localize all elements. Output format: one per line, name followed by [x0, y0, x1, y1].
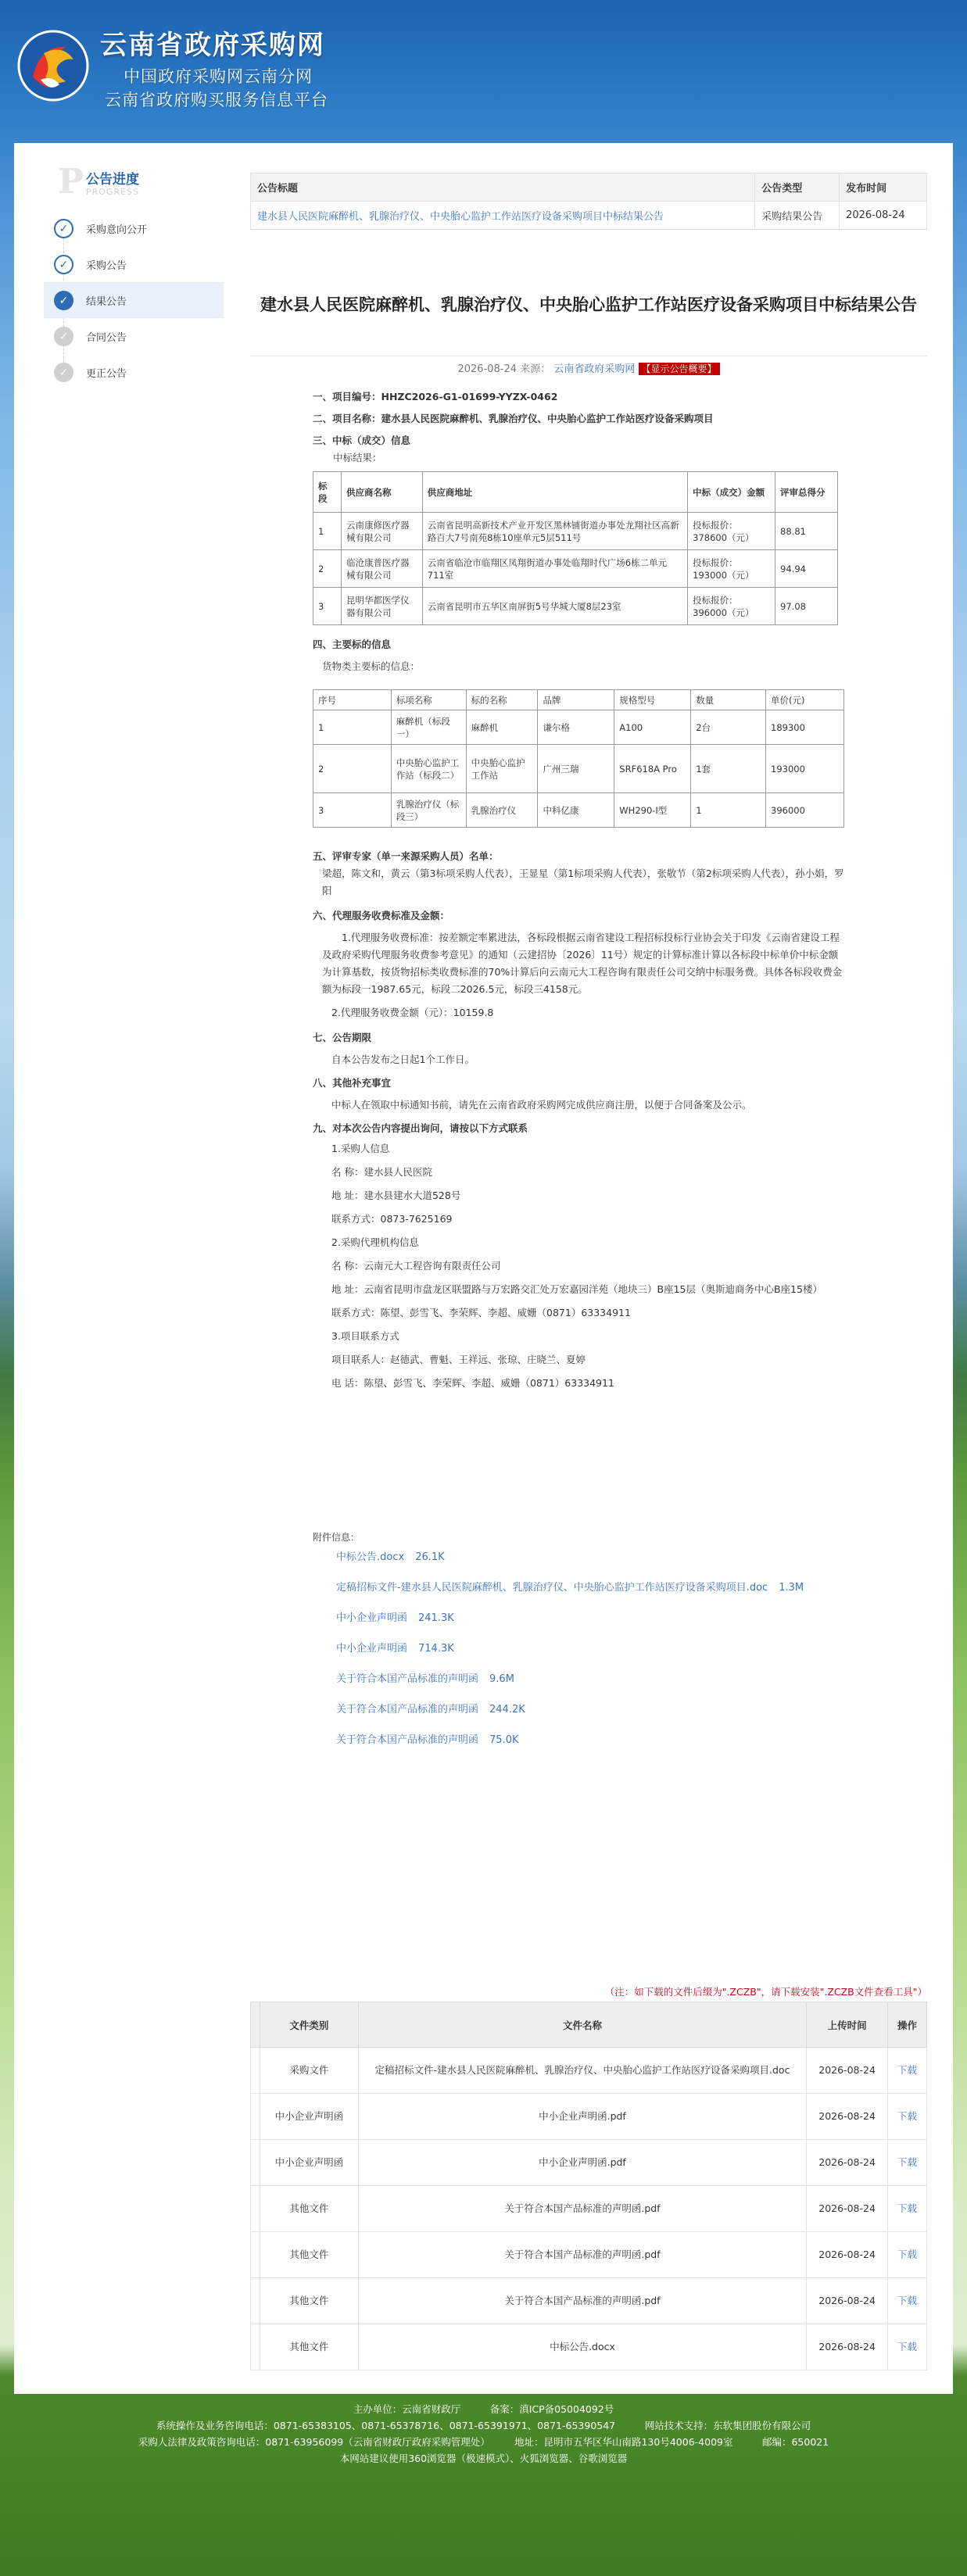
cell-spacer	[251, 2324, 260, 2370]
show-summary-button[interactable]: 【显示公告概要】	[639, 363, 720, 375]
announcement-date: 2026-08-24	[840, 202, 927, 230]
cell: 云南省临沧市临翔区凤翔街道办事处临翔时代广场6栋二单元711室	[422, 550, 687, 588]
step-label: 采购公告	[86, 259, 127, 272]
attachment-size: 714.3K	[418, 1643, 454, 1655]
site-footer	[0, 2398, 967, 2523]
col-header: 中标（成交）金额	[688, 472, 775, 513]
col-header: 供应商地址	[422, 472, 687, 513]
cell: 1	[313, 710, 392, 745]
attachment-name[interactable]: 定稿招标文件-建水县人民医院麻醉机、乳腺治疗仪、中央胎心监护工作站医疗设备采购项目.doc	[336, 1582, 768, 1594]
attachment-link[interactable]	[336, 1672, 804, 1702]
col-header: 数量	[691, 690, 766, 710]
attachment-name[interactable]: 关于符合本国产品标准的声明函	[336, 1734, 479, 1746]
cell: 云南省昆明市五华区南屏街5号华城大厦8层23室	[422, 588, 687, 625]
cell-spacer	[251, 2048, 260, 2094]
attachment-link[interactable]	[336, 1733, 804, 1763]
article-date: 2026-08-24	[457, 363, 518, 375]
step-procurement[interactable]	[44, 246, 224, 282]
col-header-date: 上传时间	[807, 2002, 888, 2048]
buyer-address: 地 址：建水县建水大道528号	[331, 1190, 461, 1201]
cell: 97.08	[775, 588, 838, 625]
attachment-size: 244.2K	[489, 1704, 525, 1716]
table-row	[251, 2140, 927, 2186]
table-row	[251, 2232, 927, 2278]
table-row	[313, 710, 844, 745]
download-button[interactable]: 下载	[888, 2232, 927, 2278]
attachment-link[interactable]	[336, 1580, 804, 1611]
cell: 广州三瑞	[538, 745, 614, 793]
progress-steps	[44, 210, 224, 390]
section-project-no: 一、项目编号：HHZC2026-G1-01699-YYZX-0462	[313, 391, 558, 402]
table-row	[251, 2324, 927, 2370]
section-other-heading: 八、其他补充事宜	[313, 1077, 392, 1089]
sidebar-header	[44, 157, 224, 204]
period-text: 自本公告发布之日起1个工作日。	[331, 1054, 475, 1065]
table-row	[313, 550, 838, 588]
table-row	[251, 2048, 927, 2094]
col-header: 序号	[313, 690, 392, 710]
cell-spacer	[251, 2232, 260, 2278]
footer-line-1: 主办单位：云南省财政厅 备案：滇ICP备05004092号	[353, 2403, 614, 2415]
col-header-action: 操作	[888, 2002, 927, 2048]
col-header: 评审总得分	[775, 472, 838, 513]
download-button[interactable]: 下载	[888, 2278, 927, 2324]
file-name: 中小企业声明函.pdf	[358, 2094, 806, 2140]
source-label: 来源：	[520, 363, 551, 375]
announcement-link[interactable]: 建水县人民医院麻醉机、乳腺治疗仪、中央胎心监护工作站医疗设备采购项目中标结果公告	[257, 211, 664, 223]
agency-title: 2.采购代理机构信息	[331, 1236, 419, 1248]
site-title: 云南省政府采购网	[100, 30, 325, 61]
col-header: 标项名称	[391, 690, 466, 710]
attachment-name[interactable]: 中小企业声明函	[336, 1643, 408, 1655]
cell-spacer	[251, 2094, 260, 2140]
attachment-size: 26.1K	[415, 1551, 445, 1563]
cell: 乳腺治疗仪	[466, 793, 538, 828]
project-contact-title: 3.项目联系方式	[331, 1330, 399, 1342]
announcement-summary-table	[250, 173, 927, 230]
table-row	[251, 2278, 927, 2324]
table-row	[251, 2094, 927, 2140]
cell: 2	[313, 745, 392, 793]
article-body	[313, 385, 844, 1395]
download-button[interactable]: 下载	[888, 2048, 927, 2094]
file-type: 其他文件	[260, 2232, 358, 2278]
cell: 投标报价：396000（元）	[688, 588, 775, 625]
cell: 昆明华都医学仪器有限公司	[341, 588, 422, 625]
check-icon: ✓	[54, 291, 73, 310]
cell: 2台	[691, 710, 766, 745]
file-date: 2026-08-24	[807, 2186, 888, 2232]
cell: 中央胎心监护工作站（标段二）	[391, 745, 466, 793]
project-contact-phone: 电 话：陈望、彭雪飞、李荣辉、李超、威姗（0871）63334911	[331, 1377, 614, 1389]
article-meta	[250, 360, 927, 375]
file-type: 其他文件	[260, 2186, 358, 2232]
site-subtitle-2: 云南省政府购买服务信息平台	[105, 91, 328, 109]
attachments-list	[336, 1550, 804, 1763]
cell: 1	[691, 793, 766, 828]
download-note: （注：如下载的文件后缀为".ZCZB"，请下载安装".ZCZB文件查看工具"）	[604, 1986, 927, 1998]
section-fee-heading: 六、代理服务收费标准及金额：	[313, 910, 450, 921]
attachment-size: 1.3M	[779, 1582, 804, 1594]
cell: SRF618A Pro	[614, 745, 691, 793]
buyer-title: 1.采购人信息	[331, 1143, 390, 1154]
download-button[interactable]: 下载	[888, 2186, 927, 2232]
file-name: 关于符合本国产品标准的声明函.pdf	[358, 2232, 806, 2278]
check-icon: ✓	[54, 219, 73, 238]
step-label: 采购意向公开	[86, 224, 148, 236]
agency-address: 地 址：云南省昆明市盘龙区联盟路与万宏路交汇处万宏嘉园洋苑（地块三）B座15层（奥斯迪商务中心B座15楼）	[331, 1283, 822, 1295]
step-intent[interactable]	[44, 210, 224, 246]
file-date: 2026-08-24	[807, 2232, 888, 2278]
file-date: 2026-08-24	[807, 2278, 888, 2324]
cell: 1	[313, 513, 342, 550]
step-label: 更正公告	[86, 367, 127, 380]
cell: 3	[313, 588, 342, 625]
section-experts-heading: 五、评审专家（单一来源采购人员）名单：	[313, 850, 499, 862]
cell-spacer	[251, 2278, 260, 2324]
sidebar-title: 公告进度	[86, 172, 139, 188]
col-header: 单价(元)	[766, 690, 844, 710]
file-name: 中标公告.docx	[358, 2324, 806, 2370]
announcement-type: 采购结果公告	[755, 202, 840, 230]
other-text: 中标人在领取中标通知书前，请先在云南省政府采购网完成供应商注册，以便于合同备案及公示。	[331, 1099, 752, 1111]
winners-table	[313, 471, 838, 625]
cell-spacer	[251, 2186, 260, 2232]
cell: 云南省昆明高新技术产业开发区黑林铺街道办事处龙翔社区高新路百大7号南苑8栋10座单元5层511号	[422, 513, 687, 550]
cell: 云南康修医疗器械有限公司	[341, 513, 422, 550]
col-header-name: 文件名称	[358, 2002, 806, 2048]
step-label: 合同公告	[86, 331, 127, 344]
cell: 中科亿康	[538, 793, 614, 828]
footer-line-4: 本网站建议使用360浏览器（极速模式）、火狐浏览器、谷歌浏览器	[339, 2453, 628, 2464]
cell: 1套	[691, 745, 766, 793]
cell: WH290-I型	[614, 793, 691, 828]
file-date: 2026-08-24	[807, 2324, 888, 2370]
attachments-label: 附件信息：	[313, 1532, 360, 1543]
contact-block	[331, 1137, 844, 1395]
site-logo-icon	[17, 30, 89, 102]
file-name: 定稿招标文件-建水县人民医院麻醉机、乳腺治疗仪、中央胎心监护工作站医疗设备采购项目.doc	[358, 2048, 806, 2094]
table-row	[313, 588, 838, 625]
agency-name: 名 称：云南元大工程咨询有限责任公司	[331, 1260, 501, 1272]
col-header-title: 公告标题	[251, 174, 755, 202]
cell: 乳腺治疗仪（标段三）	[391, 793, 466, 828]
buyer-name: 名 称：建水县人民医院	[331, 1166, 432, 1178]
footer-line-2: 系统操作及业务咨询电话：0871-65383105、0871-65378716、0871-65391971、0871-65390547 网站技术支持：东软集团股份有限公司	[156, 2420, 811, 2431]
cell: 谦尔格	[538, 710, 614, 745]
cell: 投标报价：193000（元）	[688, 550, 775, 588]
file-date: 2026-08-24	[807, 2140, 888, 2186]
section-items-heading: 四、主要标的信息	[313, 639, 392, 650]
section-project-name: 二、项目名称：建水县人民医院麻醉机、乳腺治疗仪、中央胎心监护工作站医疗设备采购项目	[313, 413, 714, 424]
table-row	[251, 2186, 927, 2232]
file-type: 其他文件	[260, 2324, 358, 2370]
files-table	[250, 2002, 927, 2370]
attachment-link[interactable]	[336, 1702, 804, 1733]
article-title: 建水县人民医院麻醉机、乳腺治疗仪、中央胎心监护工作站医疗设备采购项目中标结果公告	[260, 295, 917, 314]
col-header-type: 文件类别	[260, 2002, 358, 2048]
cell: 189300	[766, 710, 844, 745]
footer-line-3: 采购人法律及政策咨询电话：0871-63956099（云南省财政厅政府采购管理处） 地址：昆明市五华区华山南路130号4006-4009室 邮编：650021	[138, 2436, 829, 2448]
download-button[interactable]: 下载	[888, 2324, 927, 2370]
sidebar-subtitle: PROGRESS	[86, 187, 140, 197]
cell: 193000	[766, 745, 844, 793]
section-contact-heading: 九、对本次公告内容提出询问，请按以下方式联系	[313, 1122, 528, 1134]
cell: 2	[313, 550, 342, 588]
cell: 3	[313, 793, 392, 828]
sidebar-letter: P	[58, 162, 84, 202]
file-date: 2026-08-24	[807, 2094, 888, 2140]
file-name: 关于符合本国产品标准的声明函.pdf	[358, 2278, 806, 2324]
project-contact-people: 项目联系人：赵德武、曹魁、王祥远、张琼、庄晓兰、夏婷	[331, 1354, 586, 1365]
experts-text: 梁超，陈文和，黄云（第3标项采购人代表），王显星（第1标项采购人代表），张敬节（第2标项采购人代表），孙小娟，罗阳	[322, 868, 844, 896]
col-header: 供应商名称	[341, 472, 422, 513]
download-button[interactable]: 下载	[888, 2094, 927, 2140]
col-header: 标段	[313, 472, 342, 513]
col-header-date: 发布时间	[840, 174, 927, 202]
step-label: 结果公告	[86, 295, 127, 308]
table-row	[251, 202, 927, 230]
cell-spacer	[251, 2140, 260, 2186]
fee-text-2: 2.代理服务收费金额（元）：10159.8	[331, 1007, 494, 1018]
step-result[interactable]	[44, 282, 224, 318]
progress-sidebar	[44, 157, 224, 390]
site-header	[0, 0, 967, 141]
agency-phone: 联系方式：陈望、彭雪飞、李荣辉、李超、威姗（0871）63334911	[331, 1307, 631, 1318]
table-row	[313, 513, 838, 550]
attachment-name[interactable]: 中标公告.docx	[336, 1551, 405, 1563]
attachment-size: 241.3K	[418, 1612, 454, 1624]
cell: 中央胎心监护工作站	[466, 745, 538, 793]
attachment-size: 75.0K	[489, 1734, 519, 1746]
file-type: 其他文件	[260, 2278, 358, 2324]
col-header: 规格型号	[614, 690, 691, 710]
check-icon: ✓	[54, 255, 73, 274]
file-type: 采购文件	[260, 2048, 358, 2094]
file-type: 中小企业声明函	[260, 2140, 358, 2186]
col-header: 品牌	[538, 690, 614, 710]
table-row	[313, 745, 844, 793]
buyer-phone: 联系方式：0873-7625169	[331, 1213, 453, 1225]
step-contract[interactable]	[44, 318, 224, 354]
cell: 396000	[766, 793, 844, 828]
attachment-link[interactable]	[336, 1611, 804, 1641]
main-content	[241, 143, 937, 2394]
attachment-name[interactable]: 中小企业声明函	[336, 1612, 408, 1624]
file-name: 中小企业声明函.pdf	[358, 2140, 806, 2186]
fee-text-1: 1.代理服务收费标准：按差额定率累进法，各标段根据云南省建设工程招标投标行业协会关于印发《云南省建设工程及政府采购代理服务收费参考意见》的通知（云建招协〔2026〕11号）规定的计算标准计算以各标段中标单价中标金额为计算基数，按货物招标类收费标准的70%计算后向云南元大工程咨询有限责任公司交纳中标服务费。具体各标段收费金额为标段一1987.65元，标段二2026.5元，标段三4158元。	[322, 932, 843, 995]
attachment-name[interactable]: 关于符合本国产品标准的声明函	[336, 1673, 479, 1685]
winner-subheading: 中标结果：	[333, 452, 382, 463]
items-table	[313, 689, 844, 828]
cell: A100	[614, 710, 691, 745]
file-name: 关于符合本国产品标准的声明函.pdf	[358, 2186, 806, 2232]
col-header: 标的名称	[466, 690, 538, 710]
file-date: 2026-08-24	[807, 2048, 888, 2094]
section-period-heading: 七、公告期限	[313, 1032, 372, 1043]
attachment-size: 9.6M	[489, 1673, 514, 1685]
cell: 临沧康普医疗器械有限公司	[341, 550, 422, 588]
check-icon: ✓	[54, 363, 73, 382]
col-header-type: 公告类型	[755, 174, 840, 202]
content-wrapper	[14, 143, 953, 2394]
file-type: 中小企业声明函	[260, 2094, 358, 2140]
attachment-link[interactable]	[336, 1550, 804, 1580]
cell: 麻醉机	[466, 710, 538, 745]
step-correction[interactable]	[44, 354, 224, 390]
col-header-spacer	[251, 2002, 260, 2048]
check-icon: ✓	[54, 327, 73, 346]
cell: 94.94	[775, 550, 838, 588]
section-winner-heading: 三、中标（成交）信息	[313, 435, 411, 446]
table-row	[313, 793, 844, 828]
cell: 88.81	[775, 513, 838, 550]
site-subtitle-1: 中国政府采购网云南分网	[124, 67, 313, 86]
source-link[interactable]: 云南省政府采购网	[553, 363, 636, 375]
cell: 投标报价：378600（元）	[688, 513, 775, 550]
attachment-link[interactable]	[336, 1641, 804, 1672]
download-button[interactable]: 下载	[888, 2140, 927, 2186]
cell: 麻醉机（标段一）	[391, 710, 466, 745]
items-subheading: 货物类主要标的信息：	[322, 660, 421, 672]
attachment-name[interactable]: 关于符合本国产品标准的声明函	[336, 1704, 479, 1716]
